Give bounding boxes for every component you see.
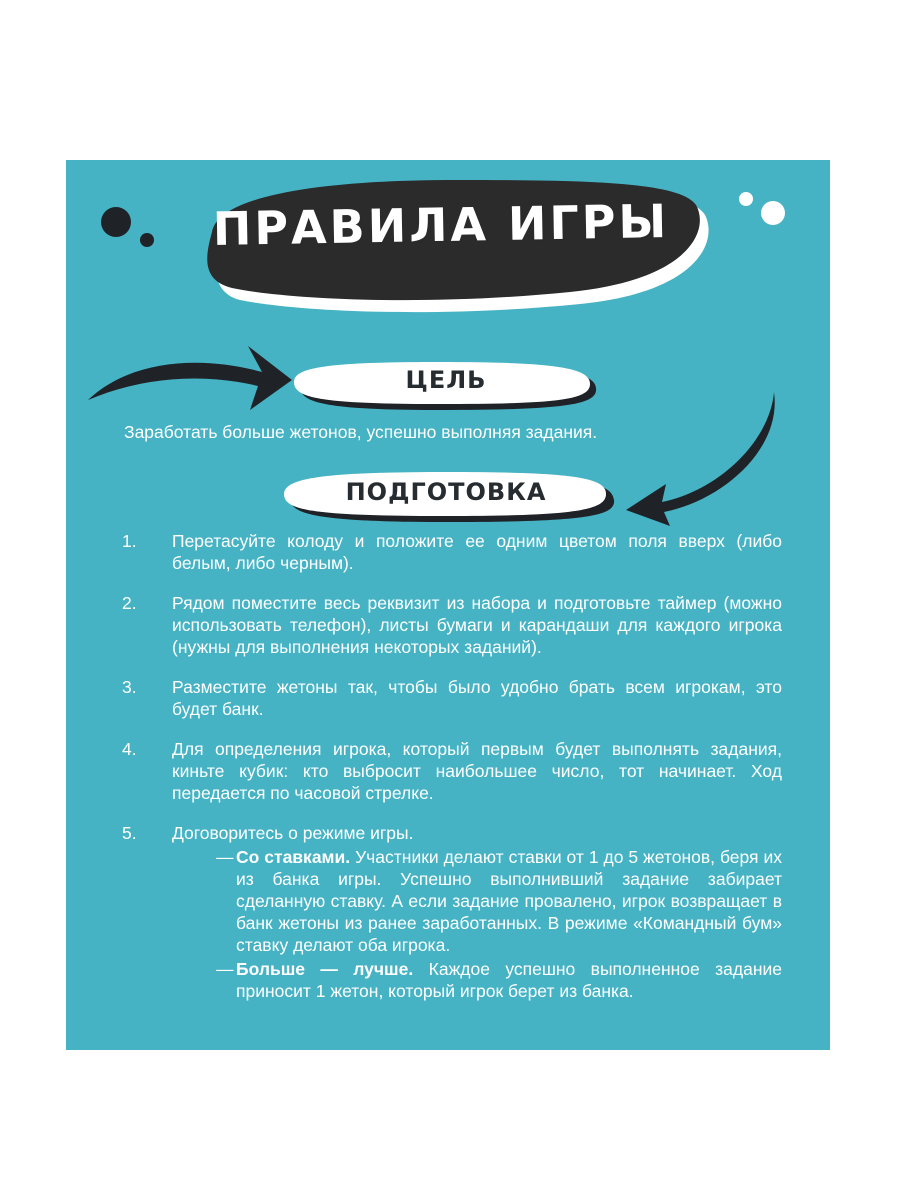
arrow-left-icon: [88, 346, 292, 410]
step-text: Перетасуйте колоду и положите ее одним цветом поля вверх (либо белым, либо черным).: [172, 531, 782, 573]
step-item: [122, 822, 782, 1002]
step-number: 2.: [122, 593, 137, 613]
step-text: Разместите жетоны так, чтобы было удобно брать всем игрокам, это будет банк.: [172, 677, 782, 719]
goal-heading: ЦЕЛЬ: [405, 366, 487, 394]
step-number: 4.: [122, 739, 137, 759]
step-number: 5.: [122, 823, 137, 843]
mode-name: Больше — лучше.: [236, 959, 414, 979]
mode-dash: —: [216, 847, 234, 867]
step-item: [122, 676, 782, 720]
step-text: Договоритесь о режиме игры.: [172, 823, 414, 843]
arrow-right-icon: [626, 392, 775, 526]
page-title: ПРАВИЛА ИГРЫ: [212, 194, 670, 256]
dot-small-right: [739, 192, 753, 206]
mode-text: Участники делают ставки от 1 до 5 жетонов, беря их из банка игры. Успешно выполнивший задание забирает сделанную ставку. А если задание провалено, игрок возвращает в банк жетоны из ранее заработанных. В режиме «Командный бум» ставку делают оба игрока.: [236, 847, 782, 955]
step-text: Рядом поместите весь реквизит из набора и подготовьте таймер (можно использовать телефон), листы бумаги и карандаши для каждого игрока (нужны для выполнения некоторых заданий).: [172, 593, 782, 657]
mode-item: [172, 958, 782, 1002]
step-text: Для определения игрока, который первым будет выполнять задания, киньте кубик: кто выбросит наибольшее число, тот начинает. Ход передается по часовой стрелке.: [172, 739, 782, 803]
mode-text: Каждое успешно выполненное задание приносит 1 жетон, который игрок берет из банка.: [236, 959, 782, 1001]
mode-dash: —: [216, 959, 234, 979]
step-item: [122, 592, 782, 658]
step-number: 1.: [122, 531, 137, 551]
step-item: [122, 738, 782, 804]
step-item: [122, 530, 782, 574]
dot-large-left: [101, 207, 131, 237]
dot-small-left: [140, 233, 154, 247]
dot-large-right: [761, 201, 785, 225]
mode-item: [172, 846, 782, 956]
step-number: 3.: [122, 677, 137, 697]
mode-name: Со ставками.: [236, 847, 351, 867]
goal-text: Заработать больше жетонов, успешно выполняя задания.: [124, 422, 598, 442]
preparation-heading: ПОДГОТОВКА: [345, 478, 547, 506]
preparation-steps: [122, 530, 782, 1020]
